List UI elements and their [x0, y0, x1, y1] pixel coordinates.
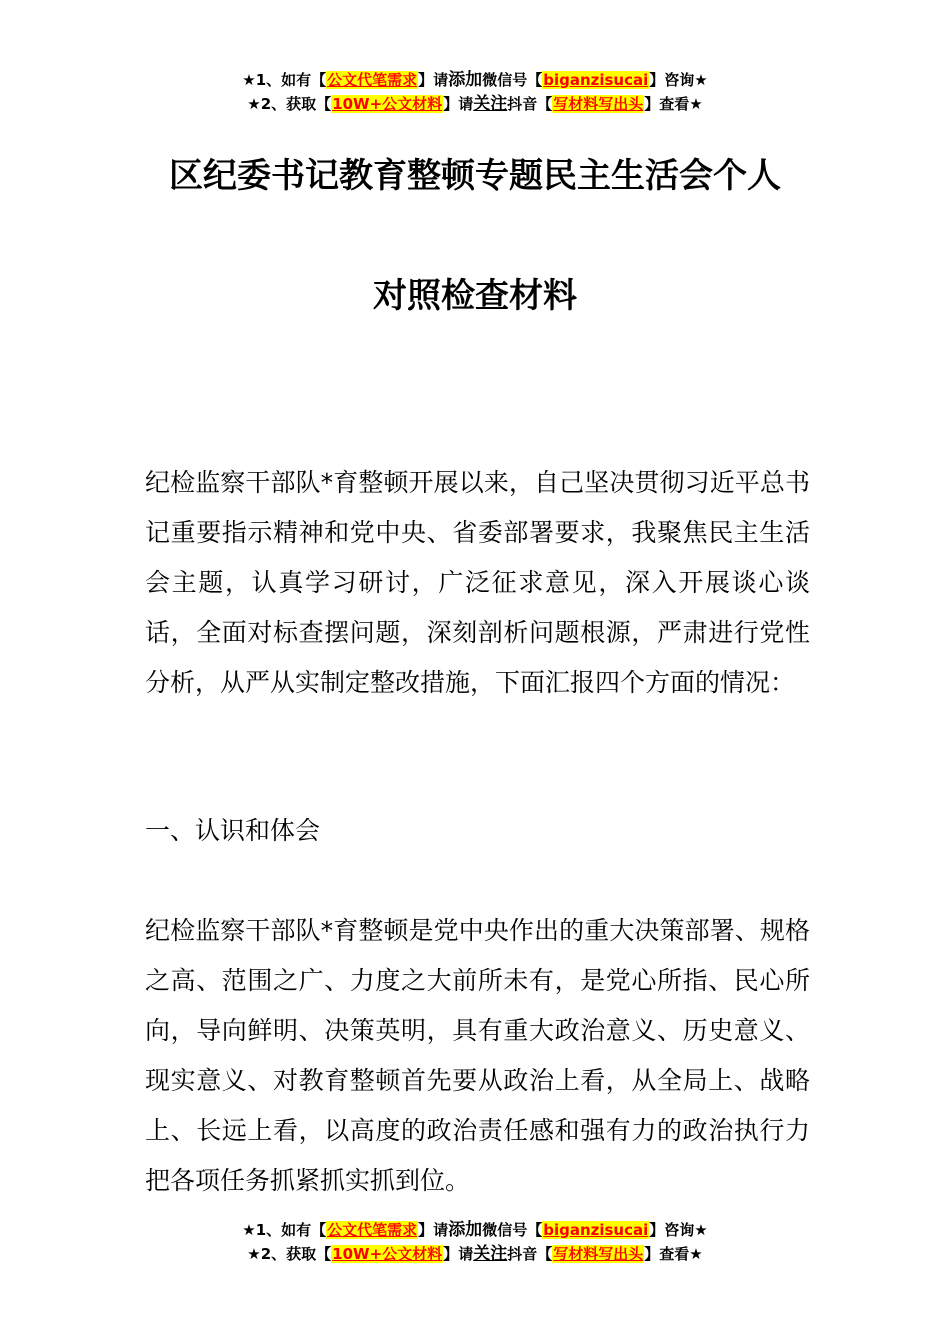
document-title-line-2: 对照检查材料 [373, 276, 577, 316]
document-title-line-1: 区纪委书记教育整顿专题民主生活会个人 [169, 156, 781, 196]
promo-header [0, 68, 950, 116]
paragraph-section-1: 纪检监察干部队*育整顿是党中央作出的重大决策部署、规格之高、范围之广、力度之大前所未有，是党心所指、民心所向，导向鲜明、决策英明，具有重大政治意义、历史意义、现实意义、对教育整顿首先要从政治上看，从全局上、战略上、长远上看，以高度的政治责任感和强有力的政治执行力把各项任务抓紧抓实抓到位。 [145, 916, 810, 1195]
promo-footer-line-2: ★2、获取【10W+公文材料】请关注抖音【写材料写出头】查看★ [247, 1244, 703, 1264]
promo-line-1: ★1、如有【公文代笔需求】请添加微信号【biganzisucai】咨询★ [242, 70, 708, 90]
promo-line-2: ★2、获取【10W+公文材料】请关注抖音【写材料写出头】查看★ [247, 94, 703, 114]
paragraph-intro: 纪检监察干部队*育整顿开展以来，自己坚决贯彻习近平总书记重要指示精神和党中央、省委部署要求，我聚焦民主生活会主题，认真学习研讨，广泛征求意见，深入开展谈心谈话，全面对标查摆问题，深刻剖析问题根源，严肃进行党性分析，从严从实制定整改措施，下面汇报四个方面的情况： [145, 468, 810, 697]
section-heading-1: 一、认识和体会 [145, 816, 321, 845]
highlight-douyin: 写材料写出头 [553, 95, 644, 113]
promo-footer [0, 1218, 950, 1266]
highlight-wechat-id: biganzisucai [543, 71, 649, 89]
highlight-service: 公文代笔需求 [327, 71, 418, 89]
promo-footer-line-1: ★1、如有【公文代笔需求】请添加微信号【biganzisucai】咨询★ [242, 1220, 708, 1240]
highlight-materials: 10W+公文材料 [332, 95, 443, 113]
